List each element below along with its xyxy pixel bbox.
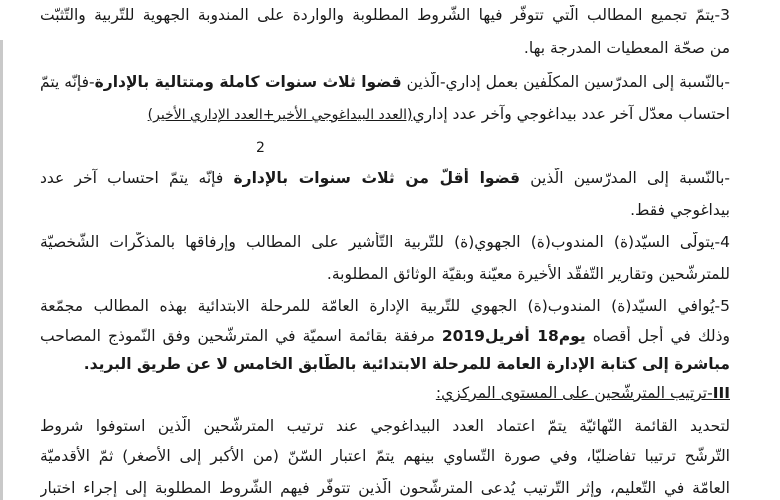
section-iii-line-3: العامّة في التّعليم، وإثر التّرتيب يُدعى المترشّحون الّذين تتوفّر فيهم الشّروط المطلوبة إلى إجراء اختبار <box>40 479 730 497</box>
bold-phrase: قضوا أقلّ من ثلاث سنوات بالإدارة <box>233 169 521 187</box>
section-iii-heading <box>40 383 730 403</box>
admin-less-line-1: -بالنّسبة إلى المدرّسين الّذين قضوا أقلّ من ثلاث سنوات بالإدارة فإنّه يتمّ احتساب آخر عدد <box>40 169 730 187</box>
admin-less-line-2: بيداغوجي فقط. <box>630 201 730 219</box>
section-title: -ترتيب المترشّحين على المستوى المركزي: <box>435 384 713 402</box>
fraction-numerator: (العدد البيداغوجي الأخير+العدد الإداري الأخير) <box>147 107 413 123</box>
item-5-line-1: 5-يُوافي السيّد(ة) المندوب(ة) الجهوي للتّربية الإدارة العامّة للمرحلة الابتدائية بهذه المطالب مجمّعة <box>40 297 730 315</box>
item-3-line-2: من صحّة المعطيات المدرجة بها. <box>523 39 730 57</box>
item-5-line-3: مباشرة إلى كتابة الإدارة العامة للمرحلة الابتدائية بالطّابق الخامس لا عن طريق البريد. <box>83 355 730 373</box>
item-4-line-2: للمترشّحين وتقارير التّفقّد الأخيرة معيّنة وبقيّة الوثائق المطلوبة. <box>326 265 730 283</box>
fraction-denominator: 2 <box>256 140 265 156</box>
section-iii-line-2: التّرشّح ترتيبا تفاضليّا، وفي صورة التّساوي بينهم يتمّ اعتبار السّنّ (من الأكبر إلى الأصغر) ثمّ الأقدميّة <box>40 447 730 465</box>
section-number: III <box>712 384 730 402</box>
item-5-line-2: وذلك في أجل أقصاه يوم18 أفريل2019 مرفقة بقائمة اسميّة في المترشّحين وفق النّموذج المصاحب <box>40 327 730 345</box>
section-iii-line-1: لتحديد القائمة النّهائيّة يتمّ اعتماد العدد البيداغوجي عند ترتيب المترشّحين الّذين استوفوا شروط <box>40 417 730 435</box>
scan-edge <box>0 40 3 500</box>
admin-3years-line-2: احتساب معدّل آخر عدد بيداغوجي وآخر عدد إداري(العدد البيداغوجي الأخير+العدد الإداري الأخير) <box>147 105 730 123</box>
deadline-date: يوم18 أفريل2019 <box>441 327 586 345</box>
item-4-line-1: 4-يتولّى السيّد(ة) المندوب(ة) الجهوي(ة) للتّربية التّأشير على المطالب وإرفاقها بالمذكّرات الشّخصيّة <box>40 233 730 251</box>
item-3-line-1: 3-يتمّ تجميع المطالب الّتي تتوفّر فيها الشّروط المطلوبة والواردة على المندوبة الجهوية للتّربية والتّثبّت <box>40 6 730 24</box>
bold-phrase: قضوا ثلاث سنوات كاملة ومتتالية بالإدارة <box>94 73 402 91</box>
admin-3years-line-1: -بالنّسبة إلى المدرّسين المكلّفين بعمل إداري-الّذين قضوا ثلاث سنوات كاملة ومتتالية بالإدارة-فإنّه يتمّ <box>40 73 730 91</box>
